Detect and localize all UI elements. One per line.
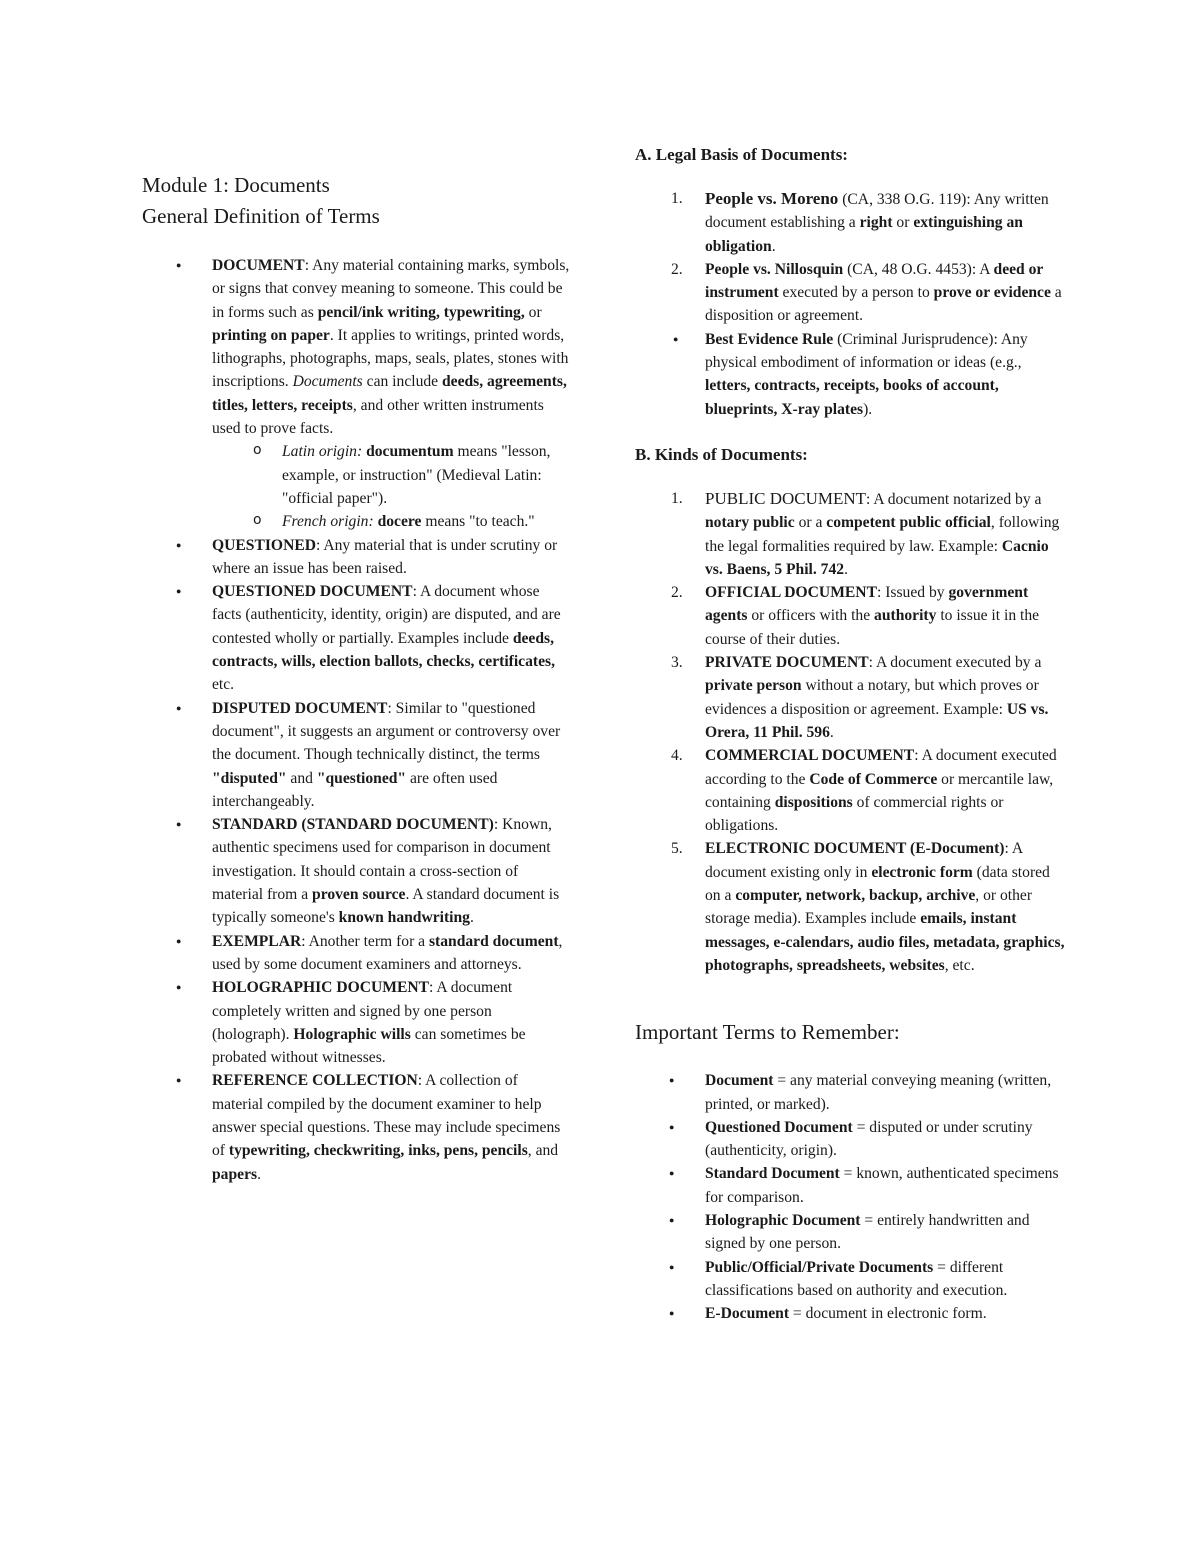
bold-text: documentum [366,443,454,461]
text: , used by some document examiners and attorneys. [212,932,563,973]
text: . [771,237,776,255]
text: = entirely handwritten and signed by one person. [705,1211,1030,1253]
bold-text: Questioned Document [705,1118,853,1136]
bold-text: EXEMPLAR [212,932,302,950]
bold-text: DISPUTED DOCUMENT [212,699,388,717]
text: = known, authenticated specimens for comparison. [705,1165,1059,1206]
definition-item [142,930,572,977]
text: or officers with the [747,607,875,625]
bold-text: REFERENCE COLLECTION [212,1072,418,1090]
bold-text: People vs. Nillosquin [705,260,844,278]
text: can sometimes be probated without witnesses. [212,1025,526,1067]
text: a disposition or agreement. [705,284,1062,325]
page-subtitle: General Definition of Terms [142,204,380,228]
bold-text: deeds, agreements, titles, letters, receipts [212,373,567,414]
definition-list [142,254,572,1186]
text: are often used interchangeably. [212,769,498,810]
text: to issue it in the course of their duties. [705,607,1040,648]
text: : A document executed by a [868,654,1042,672]
legal-basis-item [635,328,1065,421]
bold-text: emails, instant messages, e-calendars, audio files, metadata, graphics, photographs, spreadsheets, websites [705,910,1065,974]
bold-text: computer, network, backup, archive [735,887,976,905]
document-kind-item [635,651,1065,744]
bold-text: papers [212,1165,258,1183]
bold-text: dispositions [774,793,853,811]
right-column [635,143,1065,1325]
kinds-list [635,487,1065,977]
text: can include [362,373,442,391]
bold-text: PRIVATE DOCUMENT [705,654,869,672]
bold-text: QUESTIONED [212,536,316,554]
legal-basis-heading: A. Legal Basis of Documents: [635,145,848,164]
bold-text: private person [705,677,802,695]
page-title: Module 1: Documents [142,173,330,197]
text: means "lesson, example, or instruction" (Medieval Latin: "official paper"). [282,443,551,507]
definition-item [142,697,572,813]
bold-text: ELECTRONIC DOCUMENT (E-Document) [705,840,1005,858]
text: : Any material containing marks, symbols, or signs that convey meaning to someone. This could be in forms such as [212,257,570,321]
text: = document in electronic form. [789,1305,987,1323]
bold-text: Holographic wills [293,1025,411,1043]
bold-text: notary public [705,514,795,532]
bold-text: electronic form [871,863,973,881]
text: , and other written instruments used to prove facts. [212,396,544,438]
bold-text: known handwriting [338,909,470,927]
terms-list [635,1069,1065,1325]
text: = different classifications based on authority and execution. [705,1258,1008,1299]
document-kind-item [635,837,1065,977]
text: , etc. [944,956,975,974]
bold-text: STANDARD (STANDARD DOCUMENT) [212,816,494,834]
bold-text: printing on paper [212,326,330,344]
bold-text: COMMERCIAL DOCUMENT [705,747,915,765]
term-item [635,1302,1065,1325]
document-kind-item [635,487,1065,581]
origin-sublist [212,440,572,533]
bold-text: government agents [705,584,1029,625]
list-number: 1. [671,489,683,507]
bold-text: standard document [428,932,559,950]
list-number: 5. [671,840,683,858]
bold-text: DOCUMENT [212,257,305,274]
bold-text: right [859,214,893,232]
text: : A collection of material compiled by the document examiner to help answer special questions. These may include specimens of [212,1072,561,1160]
text: or [524,303,542,321]
text: , following the legal formalities required by law. Example: [705,514,1060,555]
text: of commercial rights or obligations. [705,793,1004,835]
bold-text: pencil/ink writing, typewriting, [317,303,525,321]
bold-text: authority [874,607,937,625]
text: without a notary, but which proves or evidences a disposition or agreement. Example: [705,677,1039,718]
document-kind-item [635,744,1065,837]
definition-item [142,534,572,581]
bold-text: proven source [312,886,406,904]
bold-text: typewriting, checkwriting, inks, pens, pencils [228,1142,528,1160]
text: (Criminal Jurisprudence): Any physical embodiment of information or ideas (e.g., [705,330,1028,372]
text: executed by a person to [778,284,934,302]
text: or a [794,514,827,532]
term-item [635,1116,1065,1163]
list-number: 2. [671,260,683,278]
legal-basis-item [635,258,1065,328]
italic-text: Documents [292,373,363,391]
bold-text: Code of Commerce [809,770,938,788]
bold-text: HOLOGRAPHIC DOCUMENT [212,979,430,997]
text: . It applies to writings, printed words, lithographs, photographs, maps, seals, plates, stones with inscriptions. [212,326,569,391]
bold-text: prove or evidence [933,284,1051,302]
text: : Known, authentic specimens used for comparison in document investigation. It should contain a cross-section of material from a [212,816,552,904]
definition-item [142,254,572,534]
text: : Similar to "questioned document", it suggests an argument or controversy over the document. Though technically distinct, the terms [212,699,561,764]
list-number: 1. [671,190,683,207]
term-item [635,1256,1065,1303]
text: or mercantile law, containing [705,770,1054,811]
list-number: 3. [671,654,683,672]
definition-item [142,580,572,696]
text: = any material conveying meaning (written, printed, or marked). [705,1072,1052,1113]
terms-heading: Important Terms to Remember: [635,1020,900,1045]
term-item [635,1209,1065,1256]
left-column [142,170,572,1186]
bold-text: deeds, contracts, wills, election ballots, checks, certificates, [212,629,555,671]
text: : Issued by [876,584,949,602]
bold-text: Standard Document [705,1165,840,1183]
text: = disputed or under scrutiny (authenticity, origin). [705,1118,1033,1160]
text: : A document notarized by a [866,490,1042,508]
bold-text: People vs. Moreno [705,189,839,208]
document-kind-item [635,581,1065,651]
bold-text: "disputed" [212,769,287,787]
italic-text: French origin: [282,513,374,531]
bold-text: letters, contracts, receipts, books of account, blueprints, X-ray plates [705,377,999,418]
term-item [635,1162,1065,1209]
bullet-marker: ● [673,333,679,344]
legal-basis-list [635,187,1065,421]
bold-text: E-Document [705,1305,790,1323]
italic-text: Latin origin: [282,443,363,461]
text: (CA, 48 O.G. 4453): A [843,260,994,278]
bold-text: docere [377,513,422,531]
text: , and [527,1142,559,1160]
text: : A document executed according to the [705,747,1057,788]
text: or [892,214,914,232]
term-item [635,1069,1065,1116]
legal-basis-item [635,187,1065,258]
list-number: 4. [671,747,683,765]
text: . [844,560,848,578]
text: ). [863,400,873,418]
bold-text: Holographic Document [705,1211,861,1229]
text: . [829,723,834,741]
list-number: 2. [671,584,683,602]
text: : A document existing only in [705,840,1023,881]
text: : Any material that is under scrutiny or where an issue has been raised. [212,536,558,577]
text: etc. [212,676,235,694]
bold-text: US vs. Orera, 11 Phil. 596 [705,700,1049,741]
bold-text: "questioned" [316,769,407,787]
bold-text: Best Evidence Rule [705,330,834,348]
text: PUBLIC DOCUMENT [705,488,867,508]
text: . A standard document is typically someone's [212,886,560,927]
bold-text: Public/Official/Private Documents [705,1258,934,1276]
text: , or other storage media). Examples include [705,887,1033,928]
text: (CA, 338 O.G. 119): Any written document establishing a [705,191,1049,232]
text: : Another term for a [301,932,429,950]
text: means "to teach." [421,513,535,531]
bold-text: Cacnio vs. Baens, 5 Phil. 742 [705,537,1049,578]
bold-text: QUESTIONED DOCUMENT [212,583,413,601]
text: (data stored on a [705,863,1050,905]
definition-item [142,1069,572,1185]
definition-item [142,813,572,929]
bold-text: Document [705,1072,774,1090]
text: . [469,909,474,927]
bold-text: OFFICIAL DOCUMENT [705,584,877,602]
origin-item [212,440,572,510]
text: . [257,1165,261,1183]
kinds-heading: B. Kinds of Documents: [635,444,808,464]
origin-item [212,510,572,533]
bold-text: deed or instrument [705,260,1044,302]
text: : A document whose facts (authenticity, identity, origin) are disputed, and are contested wholly or partially. Examples include [212,583,561,647]
text: and [286,769,317,787]
definition-item [142,976,572,1069]
text: : A document completely written and signed by one person (holograph). [212,979,513,1043]
bold-text: competent public official [826,514,991,532]
bold-text: extinguishing an obligation [705,214,1023,255]
